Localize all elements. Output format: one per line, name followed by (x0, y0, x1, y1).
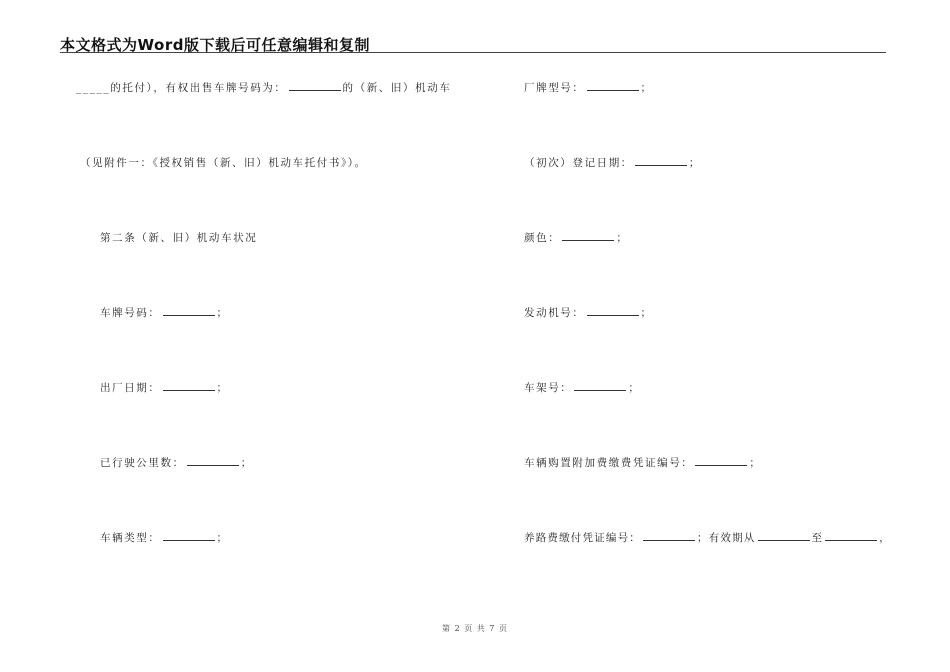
page-footer: 第 2 页 共 7 页 (442, 624, 508, 633)
brand-model-label: 厂牌型号： (524, 82, 585, 94)
semicolon: ； (688, 157, 702, 169)
blank-brand-model[interactable] (587, 80, 639, 91)
right-line-5 (524, 380, 641, 395)
left-line-3: 第二条（新、旧）机动车状况 (100, 232, 258, 244)
blank-valid-to[interactable] (825, 530, 877, 541)
right-line-4 (524, 305, 653, 320)
blank-frame-number[interactable] (574, 380, 626, 391)
left-line-2: （见附件一：《授权销售（新、旧）机动车托付书》）。 (80, 157, 367, 169)
blank-color[interactable] (562, 230, 614, 241)
blank-road-fee[interactable] (643, 530, 695, 541)
blank-purchase-fee[interactable] (695, 455, 747, 466)
left-line-1-post: 的（新、旧）机动车 (342, 82, 452, 94)
semicolon: ； (628, 382, 641, 394)
blank-engine-number[interactable] (587, 305, 639, 316)
comma: ， (879, 532, 891, 544)
left-line-4 (100, 305, 229, 320)
blank-mileage[interactable] (187, 455, 239, 466)
left-line-7 (100, 530, 229, 545)
road-fee-label: 养路费缴付凭证编号： (524, 532, 641, 544)
blank-plate-number[interactable] (289, 80, 341, 91)
semicolon: ； (216, 307, 229, 319)
left-line-6 (100, 455, 253, 470)
validity-from-label: ；有效期从 (697, 532, 756, 544)
validity-to-label: 至 (811, 532, 824, 544)
plate-label: 车牌号码： (100, 307, 161, 319)
right-line-7 (524, 530, 891, 545)
left-line-1 (76, 80, 451, 95)
left-line-1-pre: _____的托付），有权出售车牌号码为： (76, 82, 287, 94)
engine-number-label: 发动机号： (524, 307, 585, 319)
blank-vehicle-type[interactable] (163, 530, 215, 541)
registration-date-label: （初次）登记日期： (524, 157, 633, 169)
semicolon: ； (640, 307, 653, 319)
header-rule (60, 52, 886, 53)
right-line-2 (524, 155, 701, 170)
semicolon: ； (216, 532, 229, 544)
blank-registration-date[interactable] (635, 155, 687, 166)
right-line-6 (524, 455, 762, 470)
semicolon: ； (749, 457, 762, 469)
blank-plate[interactable] (163, 305, 215, 316)
color-label: 颜色： (524, 232, 561, 244)
blank-manufacture-date[interactable] (163, 380, 215, 391)
semicolon: ； (616, 232, 629, 244)
document-header: 本文格式为Word版下载后可任意编辑和复制 (60, 36, 370, 54)
left-line-5 (100, 380, 229, 395)
semicolon: ； (640, 82, 653, 94)
right-line-1 (524, 80, 653, 95)
vehicle-type-label: 车辆类型： (100, 532, 161, 544)
manufacture-date-label: 出厂日期： (100, 382, 161, 394)
frame-number-label: 车架号： (524, 382, 573, 394)
mileage-label: 已行驶公里数： (100, 457, 185, 469)
semicolon: ； (240, 457, 253, 469)
blank-valid-from[interactable] (758, 530, 810, 541)
semicolon: ； (216, 382, 229, 394)
right-line-3 (524, 230, 628, 245)
purchase-fee-label: 车辆购置附加费缴费凭证编号： (524, 457, 694, 469)
